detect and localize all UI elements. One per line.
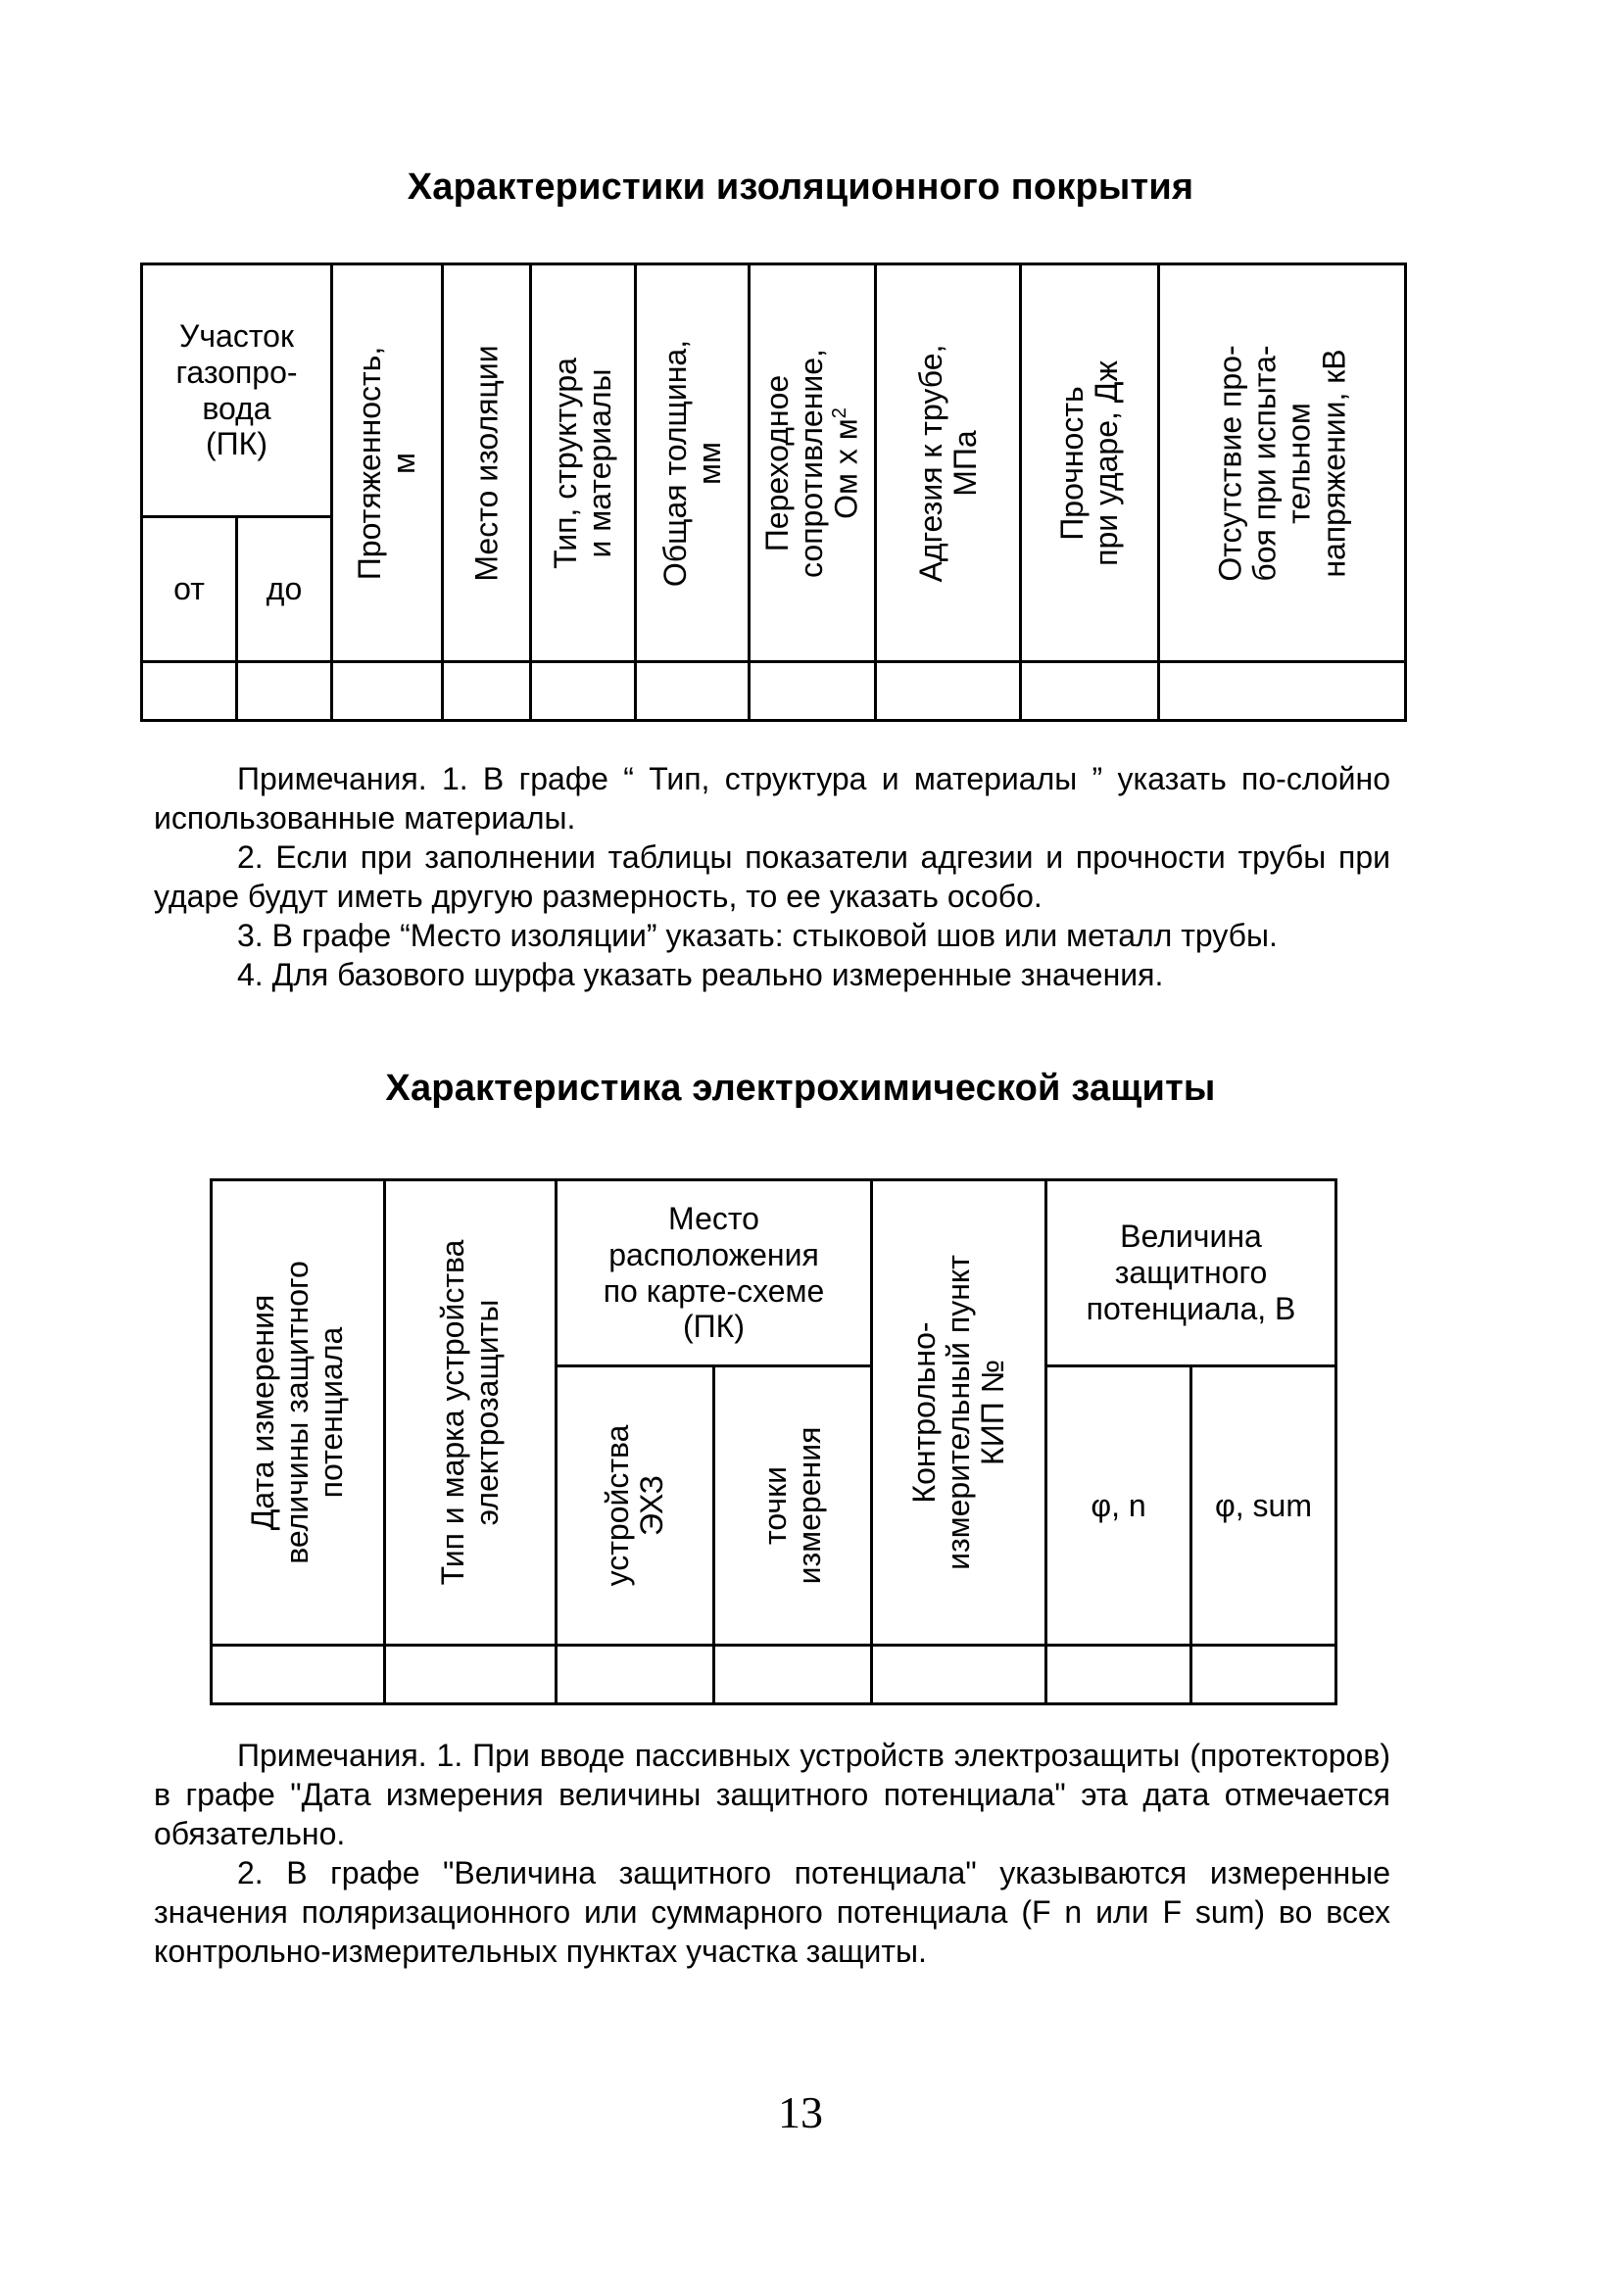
col-breakdown: Отсутствие про- боя при испыта- тельном напряжении, кВ	[1159, 264, 1406, 662]
col-kip: Контрольно- измерительный пункт КИП №	[872, 1180, 1046, 1646]
table1-notes: Примечания. 1. В графе “ Тип, структура и материалы ” указать по-слойно использованные материалы. 2. Если при заполнении таблицы показатели адгезии и прочности трубы при ударе будут иметь другую размерность, то ее указать особо. 3. В графе “Место изоляции” указать: стыковой шов или металл трубы. 4. Для базового шурфа указать реально измеренные значения.	[154, 761, 1390, 992]
from-cell: от	[142, 517, 237, 662]
table2-title: Характеристика электрохимической защиты	[385, 1068, 1216, 1109]
potential-header: Величина защитного потенциала, В	[1046, 1180, 1336, 1366]
insulation-table	[140, 263, 1407, 722]
page-number: 13	[778, 2087, 823, 2137]
col-thickness: Общая толщина, мм	[636, 264, 750, 662]
section-header: Участок газопро- вода (ПК)	[175, 317, 298, 462]
col-adhesion: Адгезия к трубе, МПа	[876, 264, 1021, 662]
col-date: Дата измерения величины защитного потенциала	[212, 1180, 385, 1646]
to-cell: до	[237, 517, 332, 662]
table1-title: Характеристики изоляционного покрытия	[407, 167, 1194, 208]
col-device-type: Тип и марка устройства электрозащиты	[385, 1180, 557, 1646]
col-length: Протяженность, м	[332, 264, 443, 662]
table2-empty-row	[212, 1646, 1336, 1704]
col-place: Место изоляции	[443, 264, 531, 662]
sub-device: устройства ЭХЗ	[557, 1366, 714, 1646]
section-header-cell	[142, 264, 332, 517]
table2-notes: Примечания. 1. При вводе пассивных устройств электрозащиты (протекторов) в графе "Дата измерения величины защитного потенциала" эта дата отмечается обязательно. 2. В графе "Величина защитного потенциала" указываются измеренные значения поляризационного или суммарного потенциала (F n или F sum) во всех контрольно-измерительных пунктах участка защиты.	[154, 1738, 1390, 1969]
location-header: Место расположения по карте-схеме (ПК)	[557, 1180, 872, 1366]
col-resistance: Переходное сопротивление, Ом х $м^2$	[750, 264, 876, 662]
sub-point: точки измерения	[714, 1366, 872, 1646]
phi-sum: φ, sum	[1191, 1366, 1336, 1646]
col-impact: Прочность при ударе, Дж	[1021, 264, 1159, 662]
col-type: Тип, структура и материалы	[531, 264, 636, 662]
ecp-table	[210, 1178, 1337, 1705]
phi-n: φ, n	[1046, 1366, 1191, 1646]
table1-empty-row	[142, 662, 1406, 721]
